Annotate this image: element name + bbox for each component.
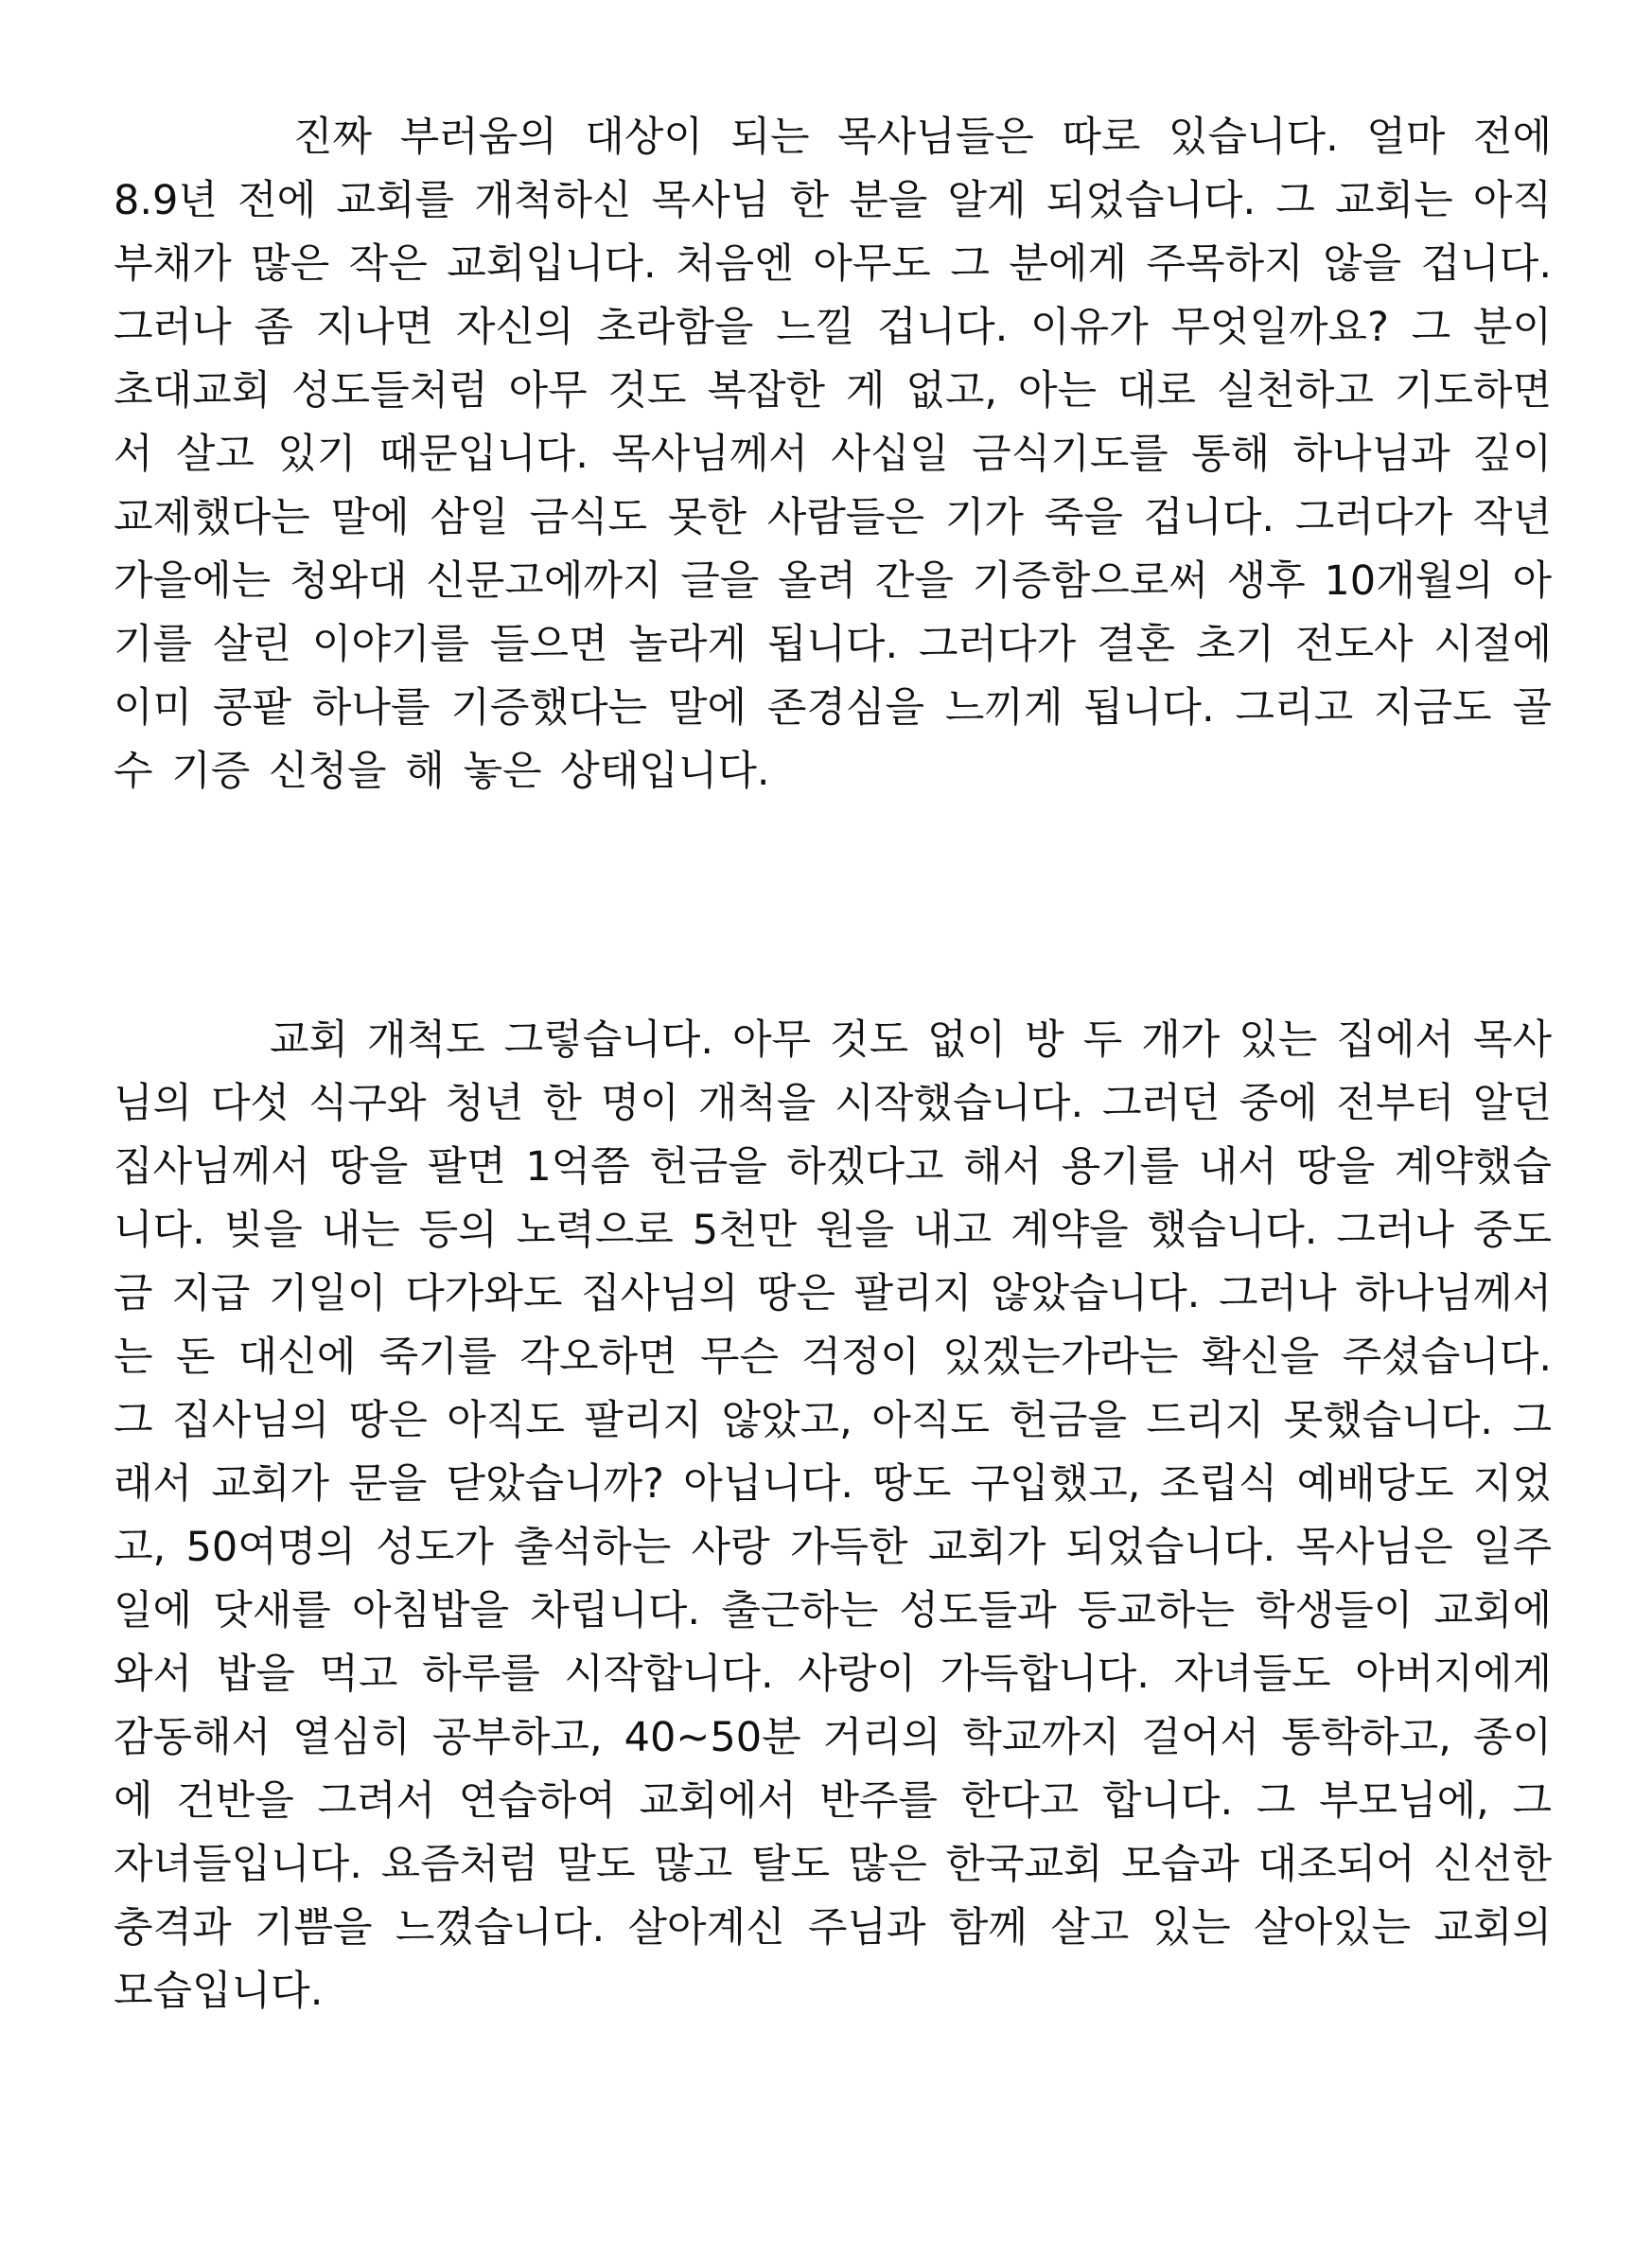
paragraph-2: 교회 개척도 그렇습니다. 아무 것도 없이 방 두 개가 있는 집에서 목사님의 다섯 식구와 청년 한 명이 개척을 시작했습니다. 그러던 중에 전부터 알던 집사님께서 땅을 팔면 1억쯤 헌금을 하겠다고 해서 용기를 내서 땅을 계약했습니다. 빚을 내는 등의 노력으로 5천만 원을 내고 계약을 했습니다. 그러나 중도금 지급 기일이 다가와도 집사님의 땅은 팔리지 않았습니다. 그러나 하나님께서는 돈 대신에 죽기를 각오하면 무슨 걱정이 있겠는가라는 확신을 주셨습니다. 그 집사님의 땅은 아직도 팔리지 않았고, 아직도 헌금을 드리지 못했습니다. 그래서 교회가 문을 닫았습니까? 아닙니다. 땅도 구입했고, 조립식 예배당도 지었고, 50여명의 성도가 출석하는 사랑 가득한 교회가 되었습니다. 목사님은 일주일에 닷새를 아침밥을 차립니다. 출근하는 성도들과 등교하는 학생들이 교회에 와서 밥을 먹고 하루를 시작합니다. 사랑이 가득합니다. 자녀들도 아버지에게 감동해서 열심히 공부하고, 40~50분 거리의 학교까지 걸어서 통학하고, 종이에 건반을 그려서 연습하여 교회에서 반주를 한다고 합니다. 그 부모님에, 그 자녀들입니다. 요즘처럼 말도 많고 탈도 많은 한국교회 모습과 대조되어 신선한 충격과 기쁨을 느꼈습니다. 살아계신 주님과 함께 살고 있는 살아있는 교회의 모습입니다. [114,1016,1552,2015]
paragraph-1: 진짜 부러움의 대상이 되는 목사님들은 따로 있습니다. 얼마 전에 8.9년 전에 교회를 개척하신 목사님 한 분을 알게 되었습니다. 그 교회는 아직 부채가 많은 작은 교회입니다. 처음엔 아무도 그 분에게 주목하지 않을 겁니다. 그러나 좀 지나면 자신의 초라함을 느낄 겁니다. 이유가 무엇일까요? 그 분이 초대교회 성도들처럼 아무 것도 복잡한 게 없고, 아는 대로 실천하고 기도하면서 살고 있기 때문입니다. 목사님께서 사십일 금식기도를 통해 하나님과 깊이 교제했다는 말에 삼일 금식도 못한 사람들은 기가 죽을 겁니다. 그러다가 작년 가을에는 청와대 신문고에까지 글을 올려 간을 기증함으로써 생후 10개월의 아기를 살린 이야기를 들으면 놀라게 됩니다. 그러다가 결혼 초기 전도사 시절에 이미 콩팥 하나를 기증했다는 말에 존경심을 느끼게 됩니다. 그리고 지금도 골수 기증 신청을 해 놓은 상태입니다. [114,114,1552,795]
